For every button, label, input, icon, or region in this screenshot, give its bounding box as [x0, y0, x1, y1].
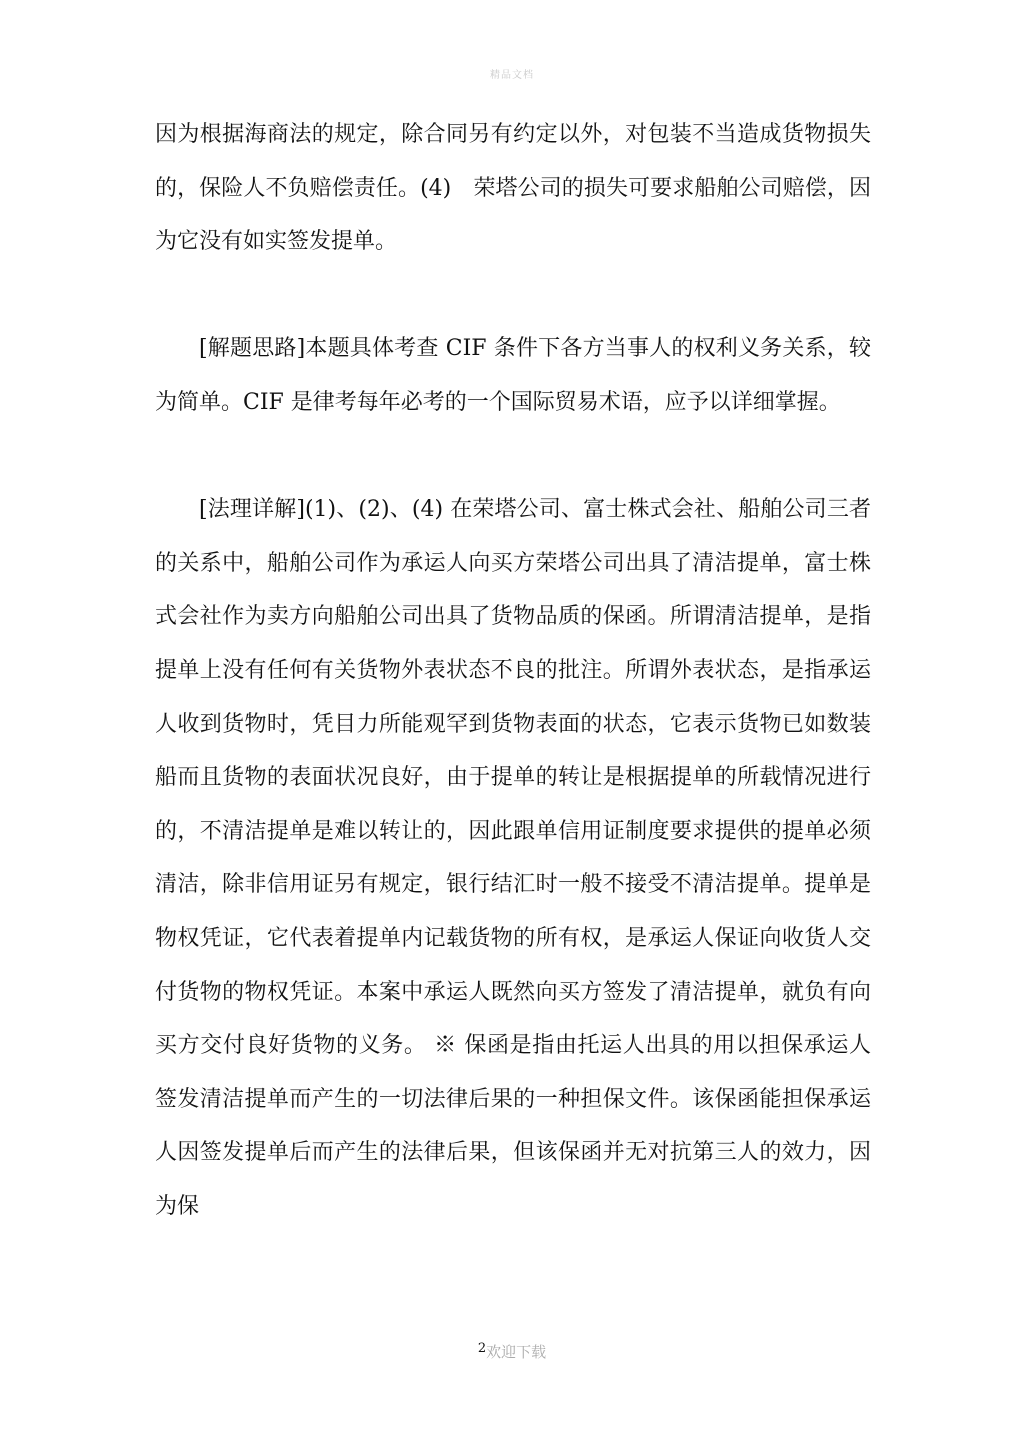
document-body: [155, 108, 871, 1233]
paragraph-gap: [155, 269, 871, 323]
footer-text: 欢迎下载: [486, 1343, 547, 1361]
page-number: 2: [477, 1341, 487, 1356]
paragraph-gap: [155, 430, 871, 484]
paragraph-solution-approach: [解题思路]本题具体考查 CIF 条件下各方当事人的权利义务关系，较为简单。CIF 是律考每年必考的一个国际贸易术语，应予以详细掌握。: [155, 336, 871, 415]
paragraph-legal-explanation: [法理详解](1)、(2)、(4) 在荣塔公司、富士株式会社、船舶公司三者的关系中，船舶公司作为承运人向买方荣塔公司出具了清洁提单，富士株式会社作为卖方向船舶公司出具了货物品质的保函。所谓清洁提单，是指提单上没有任何有关货物外表状态不良的批注。所谓外表状态，是指承运人收到货物时，凭目力所能观罕到货物表面的状态，它表示货物已如数装船而且货物的表面状况良好，由于提单的转让是根据提单的所载情况进行的，不清洁提单是难以转让的，因此跟单信用证制度要求提供的提单必须清洁，除非信用证另有规定，银行结汇时一般不接受不清洁提单。提单是物权凭证，它代表着提单内记载货物的所有权，是承运人保证向收货人交付货物的物权凭证。本案中承运人既然向买方签发了清洁提单，就负有向买方交付良好货物的义务。 ※ 保函是指由托运人出具的用以担保承运人签发清洁提单而产生的一切法律后果的一种担保文件。该保函能担保承运人因签发提单后而产生的法律后果，但该保函并无对抗第三人的效力，因为保: [155, 497, 871, 1219]
page-footer: [0, 1341, 1024, 1362]
paragraph-continuation: 因为根据海商法的规定，除合同另有约定以外，对包装不当造成货物损失的，保险人不负赔偿责任。(4) 荣塔公司的损失可要求船舶公司赔偿，因为它没有如实签发提单。: [155, 122, 871, 255]
header-watermark: 精品文档: [490, 70, 534, 81]
